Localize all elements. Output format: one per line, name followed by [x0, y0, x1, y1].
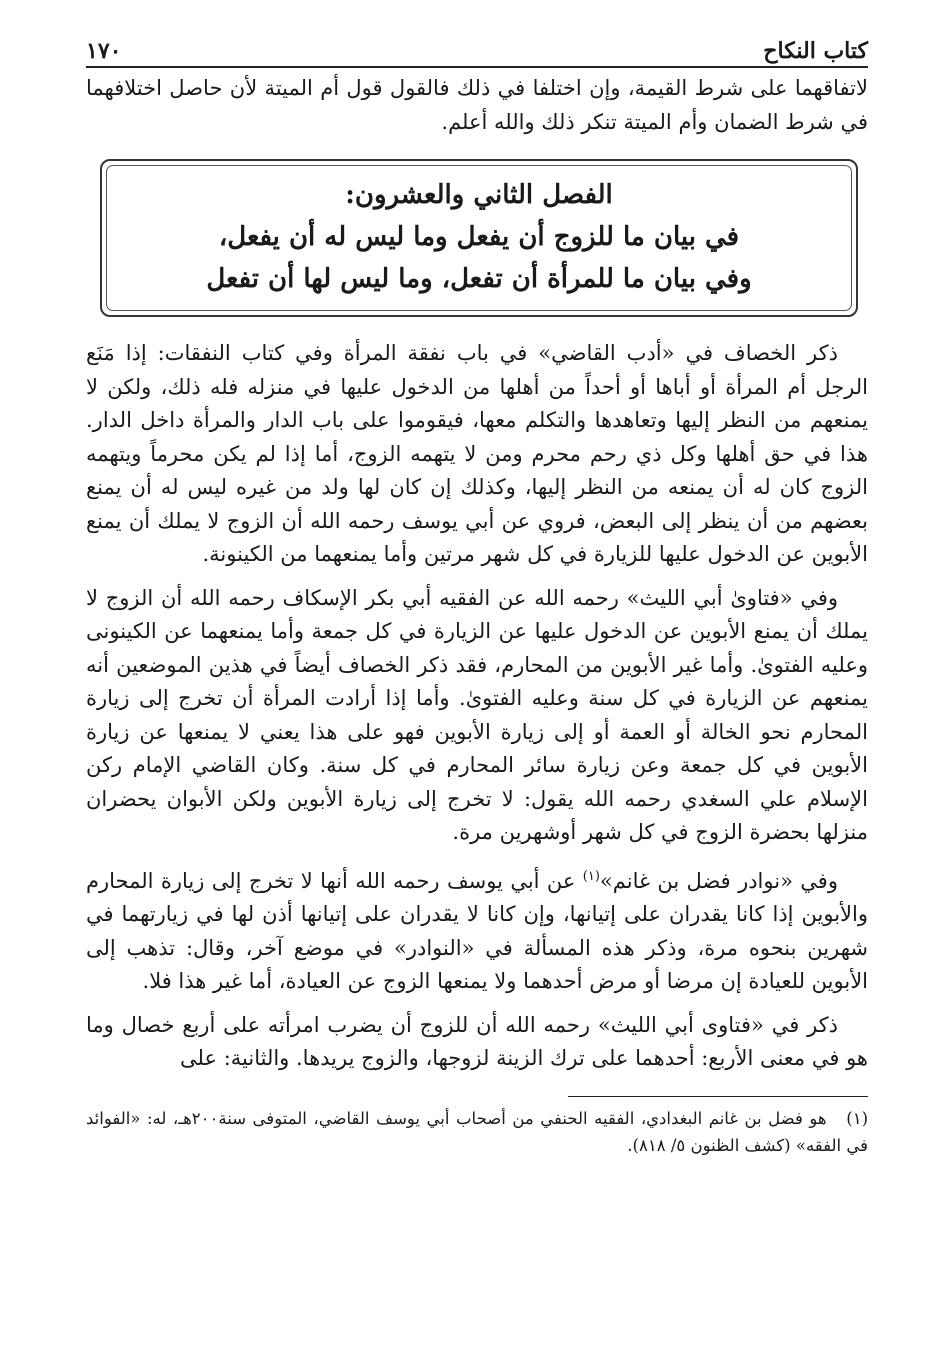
footnote	[86, 1105, 868, 1159]
footnote-separator	[568, 1096, 868, 1097]
paragraph-fatawa: وفي «فتاوىٰ أبي الليث» رحمه الله عن الفقيه أبي بكر الإسكاف رحمه الله أن الزوج لا يملك أن يمنع الأبوين عن الدخول عليها عن الزيارة في كل جمعة وأما يمنعهما عن الكينونى وعليه الفتوىٰ. وأما غير الأبوين من المحارم، فقد ذكر الخصاف أيضاً في هذين الموضعين أنه يمنعهم عن الزيارة في كل سنة وعليه الفتوىٰ. وأما إذا أرادت المرأة أن تخرج إلى زيارة المحارم نحو الخالة أو العمة أو إلى زيارة الأبوين فهو على هذا يعني لا يمنعها عن زيارة الأبوين في كل جمعة وعن زيارة سائر المحارم في كل سنة. وكان القاضي الإمام ركن الإسلام علي السغدي رحمه الله يقول: لا تخرج إلى زيارة الأبوين ولكن الأبوان يحضران منزلها بحضرة الزوج في كل شهر أوشهرين مرة.	[86, 585, 868, 844]
chapter-heading-inner-frame	[106, 165, 852, 311]
footnote-reference: (١)	[582, 868, 600, 884]
page	[86, 24, 868, 1344]
intro-paragraph: لاتفاقهما على شرط القيمة، وإن اختلفا في ذلك فالقول قول أم الميتة لأن حاصل اختلافهما في شرط الضمان وأم الميتة تنكر ذلك والله أعلم.	[86, 76, 868, 134]
footnote-text: هو فضل بن غانم البغدادي، الفقيه الحنفي من أصحاب أبي يوسف القاضي، المتوفى سنة٢٠٠هـ، له: «الفوائد في الفقه» (كشف الظنون ٥/ ٨١٨).	[86, 1108, 868, 1155]
running-header	[86, 24, 868, 64]
page-number: ١٧٠	[86, 38, 122, 64]
book-title: كتاب النكاح	[763, 38, 868, 64]
chapter-heading-line-2: في بيان ما للزوج أن يفعل وما ليس له أن يفعل،	[218, 222, 740, 252]
nawadir-text-before: وفي «نوادر فضل بن غانم»	[599, 868, 838, 893]
chapter-heading-frame	[100, 159, 858, 317]
chapter-heading-line-3: وفي بيان ما للمرأة أن تفعل، وما ليس لها أن تفعل	[206, 264, 752, 294]
paragraph-gap	[86, 572, 868, 582]
footnote-marker: (١)	[846, 1108, 868, 1128]
paragraph-khassaf: ذكر الخصاف في «أدب القاضي» في باب نفقة المرأة وفي كتاب النفقات: إذا مَنَع الرجل أم المرأة أو أباها أو أحداً من أهلها من الدخول عليها في منزله فله ذلك، ولكن لا يمنعهم من النظر إليها وتعاهدها والتكلم معها، فيقوموا على باب الدار والمرأة داخل الدار. هذا في حق أهلها وكل ذي رحم محرم ومن لا يتهمه الزوج، أما إذا لم يكن محرماً ويتهمه الزوج كان له أن يمنعه من النظر إليها، وكذلك إن كان لها ولد من غيره ليس له أن يمنع بعضهم من أن ينظر إلى البعض، فروي عن أبي يوسف رحمه الله أن الزوج لا يملك أن يمنع الأبوين عن الدخول عليها للزيارة في كل شهر مرتين وأما يمنعهما من الكينونة.	[86, 341, 868, 566]
paragraph-last: ذكر في «فتاوى أبي الليث» رحمه الله أن للزوج أن يضرب امرأته على أربع خصال وما هو في معنى الأربع: أحدهما على ترك الزينة لزوجها، والزوج يريدها. والثانية: على	[86, 1012, 868, 1070]
header-rule	[86, 66, 868, 68]
paragraph-gap	[86, 999, 868, 1009]
nawadir-text-after: عن أبي يوسف رحمه الله أنها لا تخرج إلى زيارة المحارم والأبوين إذا كانا يقدران على إتيانها، وإن كانا لا يقدران على إتيانها أذن لها في زيارتهما في شهرين بنحوه مرة، وذكر هذه المسألة في «النوادر» في موضع آخر، وقال: تذهب إلى الأبوين للعيادة إن مرضا أو مرض أحدهما ولا يمنعها الزوج عن العيادة، أما غير هذا فلا.	[86, 868, 868, 993]
paragraph-nawadir	[86, 860, 868, 999]
paragraph-gap	[86, 850, 868, 860]
chapter-heading-line-1: الفصل الثاني والعشرون:	[345, 180, 613, 210]
